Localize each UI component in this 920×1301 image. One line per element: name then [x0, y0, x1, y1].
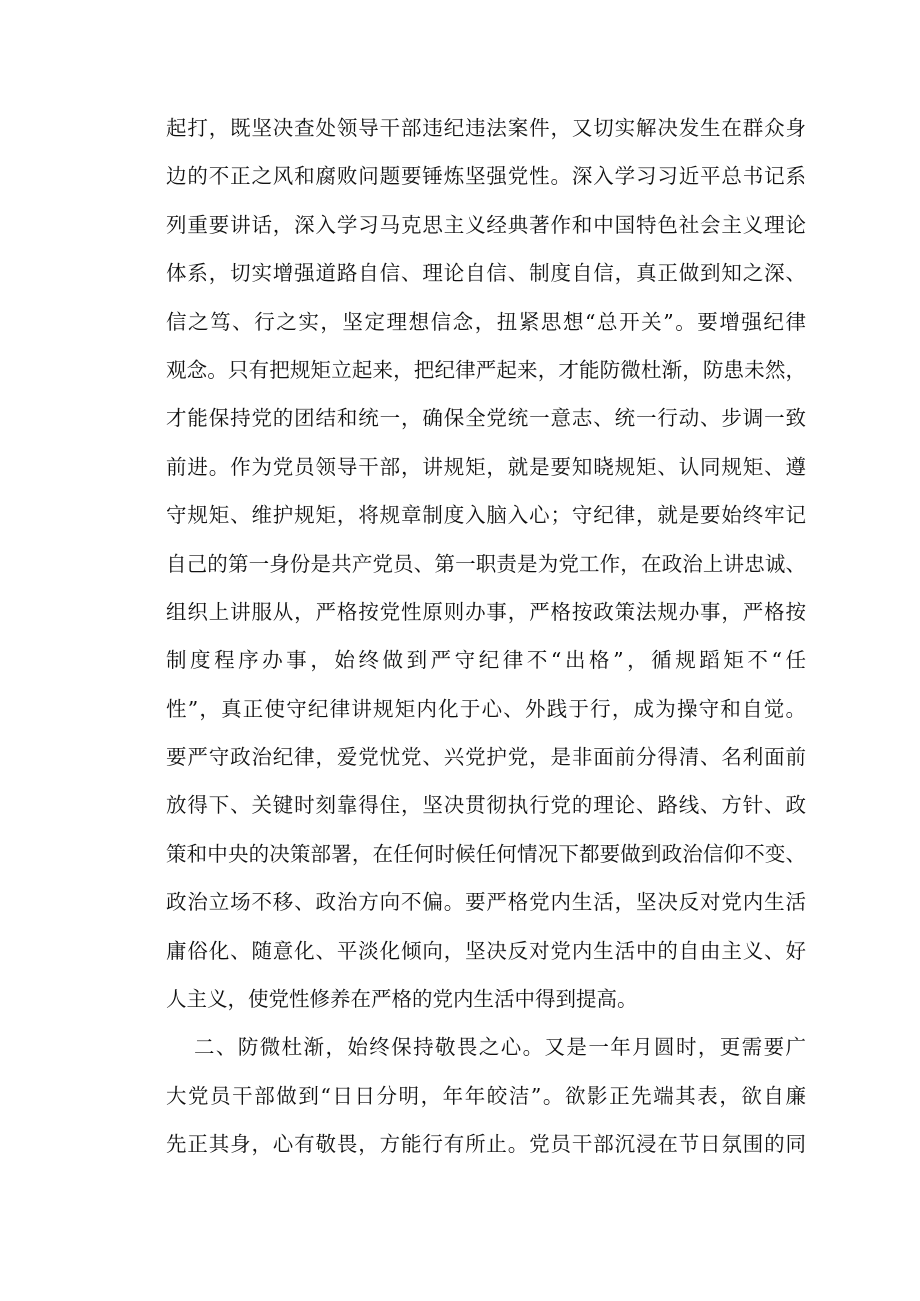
- text-line: 观念。只有把规矩立起来，把纪律严起来，才能防微杜渐，防患未然，: [166, 357, 806, 382]
- body-text: [166, 104, 806, 1169]
- text-line: 守规矩、维护规矩，将规章制度入脑入心；守纪律，就是要始终牢记: [166, 503, 806, 528]
- text-line: 自己的第一身份是共产党员、第一职责是为党工作，在政治上讲忠诚、: [166, 551, 806, 576]
- text-line: 制度程序办事，始终做到严守纪律不“出格”，循规蹈矩不“任: [166, 648, 806, 673]
- text-line: 要严守政治纪律，爱党忧党、兴党护党，是非面前分得清、名利面前: [166, 745, 806, 770]
- text-line: 信之笃、行之实，坚定理想信念，扭紧思想“总开关”。要增强纪律: [166, 309, 806, 334]
- text-line: 体系，切实增强道路自信、理论自信、制度自信，真正做到知之深、: [166, 261, 806, 286]
- section-heading-line: 二、防微杜渐，始终保持敬畏之心。又是一年月圆时，更需要广: [194, 1035, 806, 1060]
- text-line: 性”，真正使守纪律讲规矩内化于心、外践于行，成为操守和自觉。: [166, 696, 806, 721]
- text-line: 大党员干部做到“日日分明，年年皎洁”。欲影正先端其表，欲自廉: [166, 1083, 806, 1108]
- text-line: 边的不正之风和腐败问题要锤炼坚强党性。深入学习习近平总书记系: [166, 164, 806, 189]
- text-line: 前进。作为党员领导干部，讲规矩，就是要知晓规矩、认同规矩、遵: [166, 454, 806, 479]
- text-line: 组织上讲服从，严格按党性原则办事，严格按政策法规办事，严格按: [166, 599, 806, 624]
- text-line: 策和中央的决策部署，在任何时候任何情况下都要做到政治信仰不变、: [166, 841, 806, 866]
- text-line: 放得下、关键时刻靠得住，坚决贯彻执行党的理论、路线、方针、政: [166, 793, 806, 818]
- text-line: 庸俗化、随意化、平淡化倾向，坚决反对党内生活中的自由主义、好: [166, 938, 806, 963]
- text-line: 先正其身，心有敬畏，方能行有所止。党员干部沉浸在节日氛围的同: [166, 1132, 806, 1157]
- text-line: 才能保持党的团结和统一，确保全党统一意志、统一行动、步调一致: [166, 406, 806, 431]
- text-line: 起打，既坚决查处领导干部违纪违法案件，又切实解决发生在群众身: [166, 116, 806, 140]
- paragraph-end-line: 人主义，使党性修养在严格的党内生活中得到提高。: [166, 987, 638, 1012]
- text-line: 政治立场不移、政治方向不偏。要严格党内生活，坚决反对党内生活: [166, 890, 806, 915]
- text-line: 列重要讲话，深入学习马克思主义经典著作和中国特色社会主义理论: [166, 212, 806, 237]
